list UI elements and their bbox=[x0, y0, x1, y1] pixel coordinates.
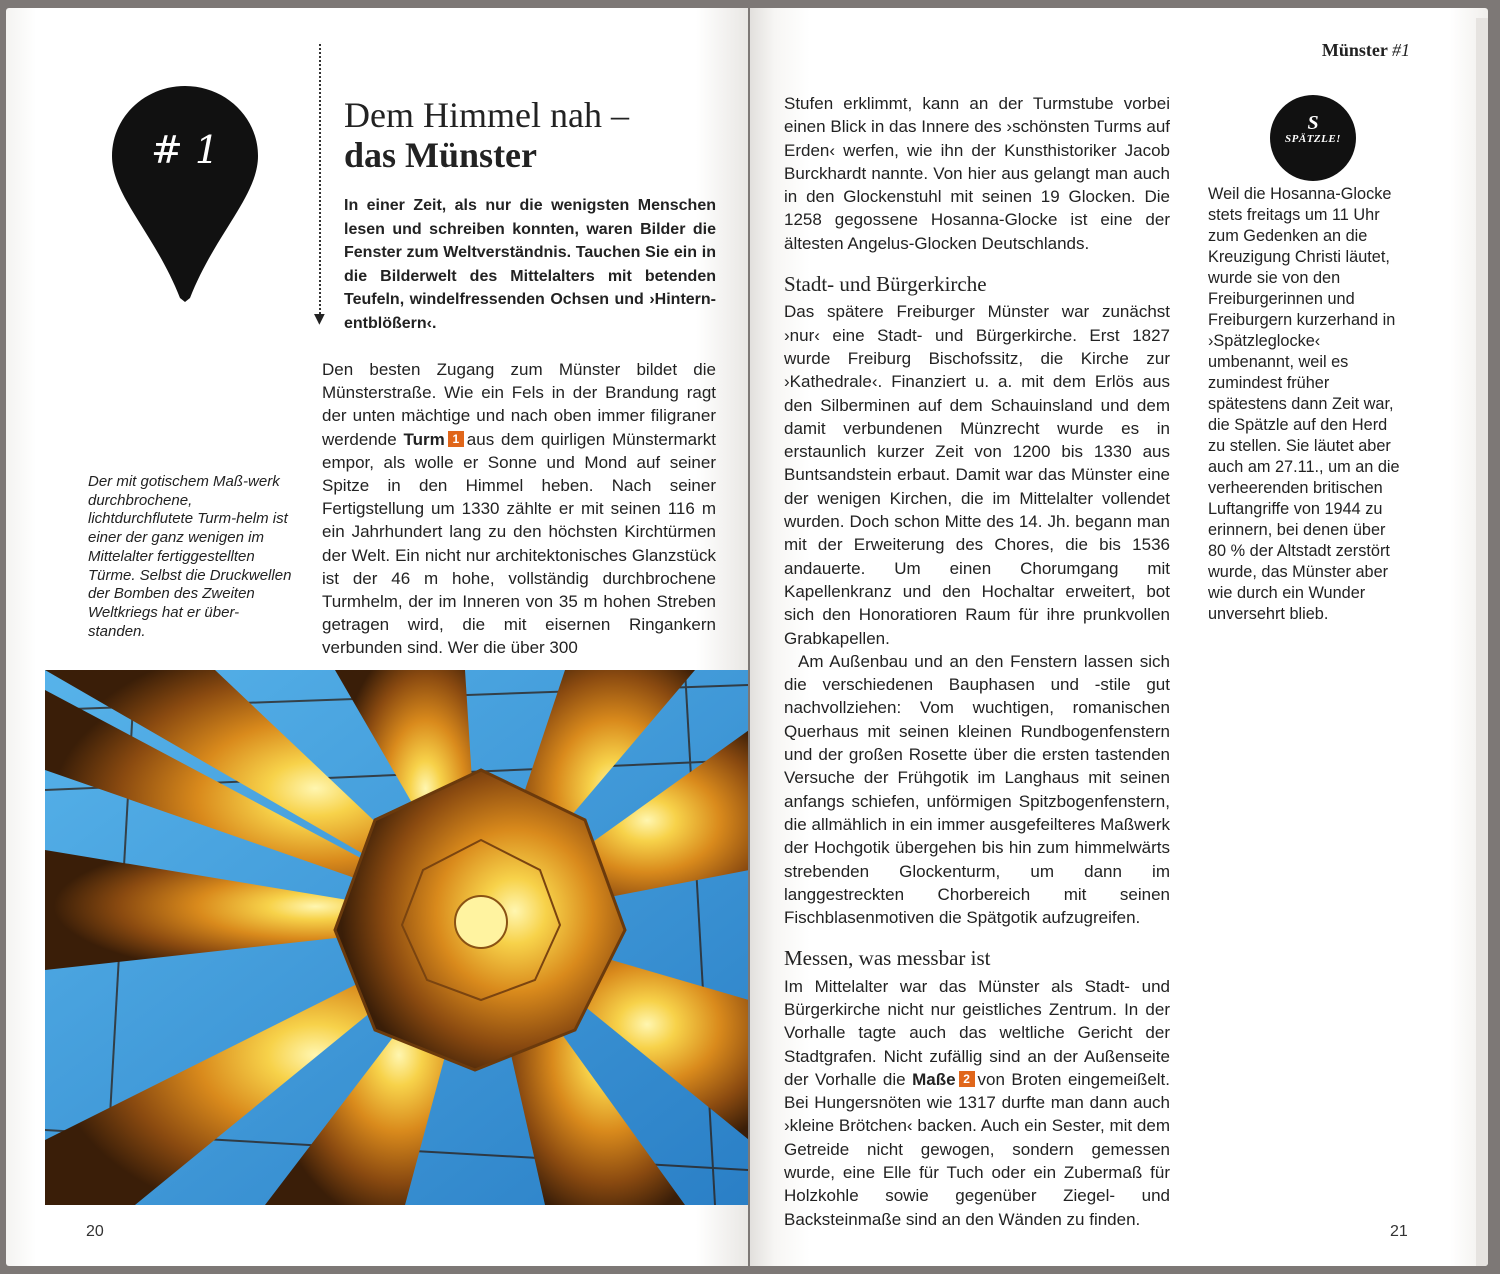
paragraph-2: Das spätere Freiburger Münster war zunächst ›nur‹ eine Stadt- und Bürgerkirche. Erst 1827 wurde Freiburg Bischofssitz, die Kirche zur ›Kathedrale‹. Finanziert u. a. mit dem Erlös aus den Silberminen auf dem Schauinsland und dem damit verbundenen Münzrecht wurde es in erstaunlich kurzer Zeit von 1200 bis 1330 aus Buntsandstein erbaut. Damit war das Münster eine der wenigen Kirchen, die im Mittelalter vollendet wurden. Doch schon Mitte des 14. Jh. begann man mit der Erweiterung des Chores, die bis 1536 andauerte. Um einen Chorumgang mit Kapellenkranz und den Hochaltar erweitert, bot sich den Honoratioren Raum für ihre prunkvollen Grabkapellen. bbox=[784, 302, 1170, 648]
map-marker-1: 1 bbox=[448, 431, 464, 447]
running-head-number: #1 bbox=[1392, 40, 1410, 60]
keyword-masse: Maße bbox=[912, 1069, 956, 1089]
paragraph-1: Stufen erklimmt, kann an der Turmstube vorbei einen Blick in das Innere des ›schönsten Turms auf Erden‹ werfen, wie ihn der Kunsthistoriker Jacob Burckhardt nannte. Von hier aus gelangt man auch in den Glockenstuhl mit seinen 19 Glocken. Die 1258 gegossene Hosanna-Glocke ist eine der ältesten Angelus-Glocken Deutschlands. bbox=[784, 94, 1170, 253]
running-head-title: Münster bbox=[1321, 40, 1388, 60]
page-number-left: 20 bbox=[86, 1223, 104, 1240]
map-pin-icon bbox=[110, 84, 260, 304]
sidebar-text: Weil die Hosanna-Glocke stets freitags um 11 Uhr zum Gedenken an die Kreuzigung Christi läutet, wurde sie von den Freiburgerinnen und Freiburgern kurzerhand in ›Spätzleglocke‹ umbenannt, weil es zumindest früher spätestens dann Zeit war, die Spätzle auf den Herd zu stellen. Sie läutet aber auch am 27.11., um an die verheerenden britischen Luftangriffe von 1944 zu erinnern, bei denen über 80 % der Altstadt zerstört wurde, das Münster aber wie durch ein Wunder unversehrt blieb. bbox=[1208, 185, 1400, 623]
photo-caption: Der mit gotischem Maß-werk durchbrochene, lichtdurchflutete Turm-helm ist einer der ganz wenigen im Mittelalter fertiggestellten Türme. Selbst die Druckwellen der Bomben des Zweiten Weltkriegs hat er über-standen. bbox=[88, 473, 292, 640]
tower-spire-photo bbox=[45, 670, 748, 1205]
running-head bbox=[1322, 40, 1410, 61]
map-marker-2: 2 bbox=[959, 1071, 975, 1087]
paragraph-4-part1: Im Mittelalter war das Münster als Stadt- und Bürgerkirche nicht nur geistliches Zentrum. In der Vorhalle tagte auch das weltliche Gericht der Stadtgrafen. Nicht zufällig sind an der Außenseite der Vorhalle die bbox=[784, 976, 1170, 1089]
pin-label: # 1 bbox=[150, 128, 220, 172]
left-page bbox=[6, 8, 748, 1266]
page-title-line1: Dem Himmel nah – bbox=[344, 95, 629, 135]
body-text-right bbox=[784, 92, 1170, 1231]
badge-text: SPÄTZLE! bbox=[1285, 133, 1341, 145]
page-number-right: 21 bbox=[1390, 1223, 1408, 1240]
dotted-divider bbox=[319, 44, 321, 314]
section-heading-2: Messen, was messbar ist bbox=[784, 946, 991, 971]
keyword-turm: Turm bbox=[403, 429, 445, 449]
paragraph-4-part2: von Broten eingemeißelt. Bei Hungersnöten wie 1317 durfte man dann auch ›kleine Brötchen‹ backen. Auch ein Sester, mit dem Getreide nicht gewogen, sondern gemessen wurde, eine Elle für Tuch oder ein Zubermaß für Holzkohle sowie gegenüber Ziegel- und Backsteinmaße sind an den Wänden zu finden. bbox=[784, 1069, 1171, 1229]
body-text-part2: aus dem quirligen Münstermarkt empor, als wolle er Sonne und Mond auf seiner Spitze in den Himmel heben. Nach seiner Fertigstellung um 1330 zählte er mit seinen 116 m ein Jahrhundert lang zu den höchsten Kirchtürmen der Welt. Ein nicht nur architektonisches Glanzstück ist der 46 m hohe, vollständig durchbrochene Turmhelm, der im Inneren von 35 m hohen Streben getragen wird, die mit eisernen Ringankern verbunden sind. Wer die über 300 bbox=[322, 429, 716, 658]
page-title-line2: das Münster bbox=[344, 135, 538, 175]
body-text-left bbox=[322, 358, 716, 660]
body-text-part1: Den besten Zugang zum Münster bildet die Münsterstraße. Wie ein Fels in der Brandung ragt der unten mächtige und nach oben immer filigraner werdende bbox=[322, 360, 716, 449]
section-heading-1: Stadt- und Bürgerkirche bbox=[784, 272, 987, 297]
right-page bbox=[750, 8, 1488, 1266]
page-edge bbox=[1476, 18, 1488, 1266]
paragraph-3: Am Außenbau und an den Fenstern lassen sich die verschiedenen Bauphasen und -stile gut nachvollziehen: Vom wuchtigen, romanischen Querhaus mit seinen kleinen Rundbogenfenstern und der großen Rosette über die ersten tastenden Versuche der Frühgotik im Langhaus mit seinen anfangs schiefen, unförmigen Spitzbogenfenstern, die allmählich in ein immer ausgefeilteres Maßwerk der Hochgotik übergehen bis hin zum himmelwärts strebenden Glockenturm, um dann im langgestreckten Chorbereich mit seinen Fischblasenmotiven die Spätgotik aufzugreifen. bbox=[784, 651, 1170, 928]
spaetzle-badge-icon bbox=[1270, 95, 1356, 181]
badge-letter: S bbox=[1307, 112, 1319, 134]
arrow-down-icon: ▼ bbox=[314, 311, 325, 327]
paragraph-4 bbox=[784, 975, 1170, 1231]
intro-text: In einer Zeit, als nur die wenigsten Menschen lesen und schreiben konnten, waren Bilder die Fenster zum Weltverständnis. Tauchen Sie ein in die Bilderwelt des Mittelalters mit betenden Teufeln, windelfressenden Ochsen und ›Hintern-entblößern‹. bbox=[344, 197, 716, 332]
